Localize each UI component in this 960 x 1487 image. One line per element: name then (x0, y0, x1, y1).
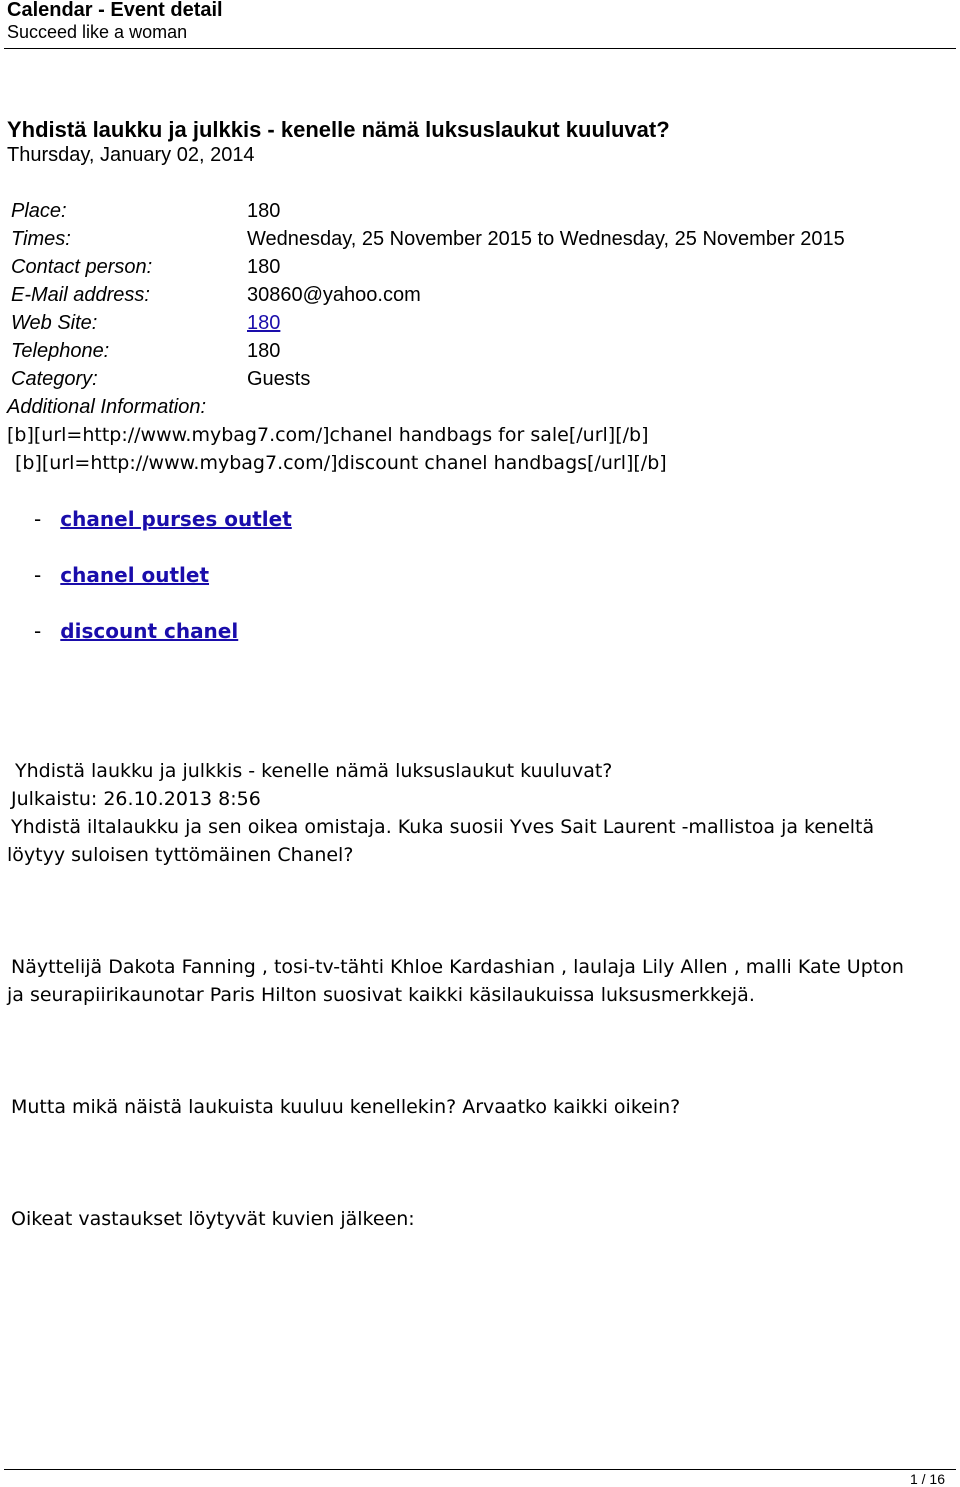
paragraph-text: ja seurapiirikaunotar Paris Hilton suosivat kaikki käsilaukuissa luksusmerkkejä. (7, 984, 755, 1006)
event-date: Thursday, January 02, 2014 (7, 144, 255, 166)
category-value: Guests (247, 368, 311, 390)
website-link[interactable]: 180 (247, 312, 281, 334)
chanel-outlet-link[interactable]: chanel outlet (60, 563, 210, 587)
place-label: Place: (11, 200, 67, 222)
link-list-item (34, 620, 238, 643)
paragraph-text: Oikeat vastaukset löytyvät kuvien jälkeen: (11, 1208, 415, 1230)
chanel-purses-outlet-link[interactable]: chanel purses outlet (60, 507, 292, 531)
link-list-item (34, 564, 209, 587)
list-dash: - (34, 563, 42, 587)
times-label: Times: (11, 228, 71, 250)
email-value: 30860@yahoo.com (247, 284, 421, 306)
article-title: Yhdistä laukku ja julkkis - kenelle nämä luksuslaukut kuuluvat? (15, 760, 613, 782)
page-header-subtitle: Succeed like a woman (7, 22, 188, 42)
page-indicator: 1 / 16 (909, 1471, 945, 1487)
website-label: Web Site: (11, 312, 98, 334)
event-title: Yhdistä laukku ja julkkis - kenelle nämä luksuslaukut kuuluvat? (7, 117, 670, 142)
bbcode-line: [b][url=http://www.mybag7.com/]chanel handbags for sale[/url][/b] (7, 424, 649, 446)
link-list-item (34, 508, 292, 531)
bbcode-line: [b][url=http://www.mybag7.com/]discount chanel handbags[/url][/b] (15, 452, 667, 474)
contact-person-label: Contact person: (11, 256, 153, 278)
paragraph-text: Mutta mikä näistä laukuista kuuluu kenellekin? Arvaatko kaikki oikein? (11, 1096, 681, 1118)
discount-chanel-link[interactable]: discount chanel (60, 619, 239, 643)
list-dash: - (34, 619, 42, 643)
times-value: Wednesday, 25 November 2015 to Wednesday, 25 November 2015 (247, 228, 845, 250)
intro-text: löytyy suloisen tyttömäinen Chanel? (7, 844, 354, 866)
footer-divider (4, 1469, 956, 1470)
published-date: Julkaistu: 26.10.2013 8:56 (11, 788, 261, 810)
intro-text: Yhdistä iltalaukku ja sen oikea omistaja. Kuka suosii Yves Sait Laurent -mallistoa ja keneltä (11, 816, 875, 838)
header-divider (4, 48, 956, 49)
additional-info-label: Additional Information: (7, 396, 207, 418)
place-value: 180 (247, 200, 281, 222)
list-dash: - (34, 507, 42, 531)
contact-person-value: 180 (247, 256, 281, 278)
telephone-label: Telephone: (11, 340, 110, 362)
paragraph-text: Näyttelijä Dakota Fanning , tosi-tv-tähti Khloe Kardashian , laulaja Lily Allen , malli Kate Upton (11, 956, 904, 978)
page-header-title: Calendar - Event detail (7, 0, 223, 21)
telephone-value: 180 (247, 340, 281, 362)
email-label: E-Mail address: (11, 284, 150, 306)
category-label: Category: (11, 368, 98, 390)
